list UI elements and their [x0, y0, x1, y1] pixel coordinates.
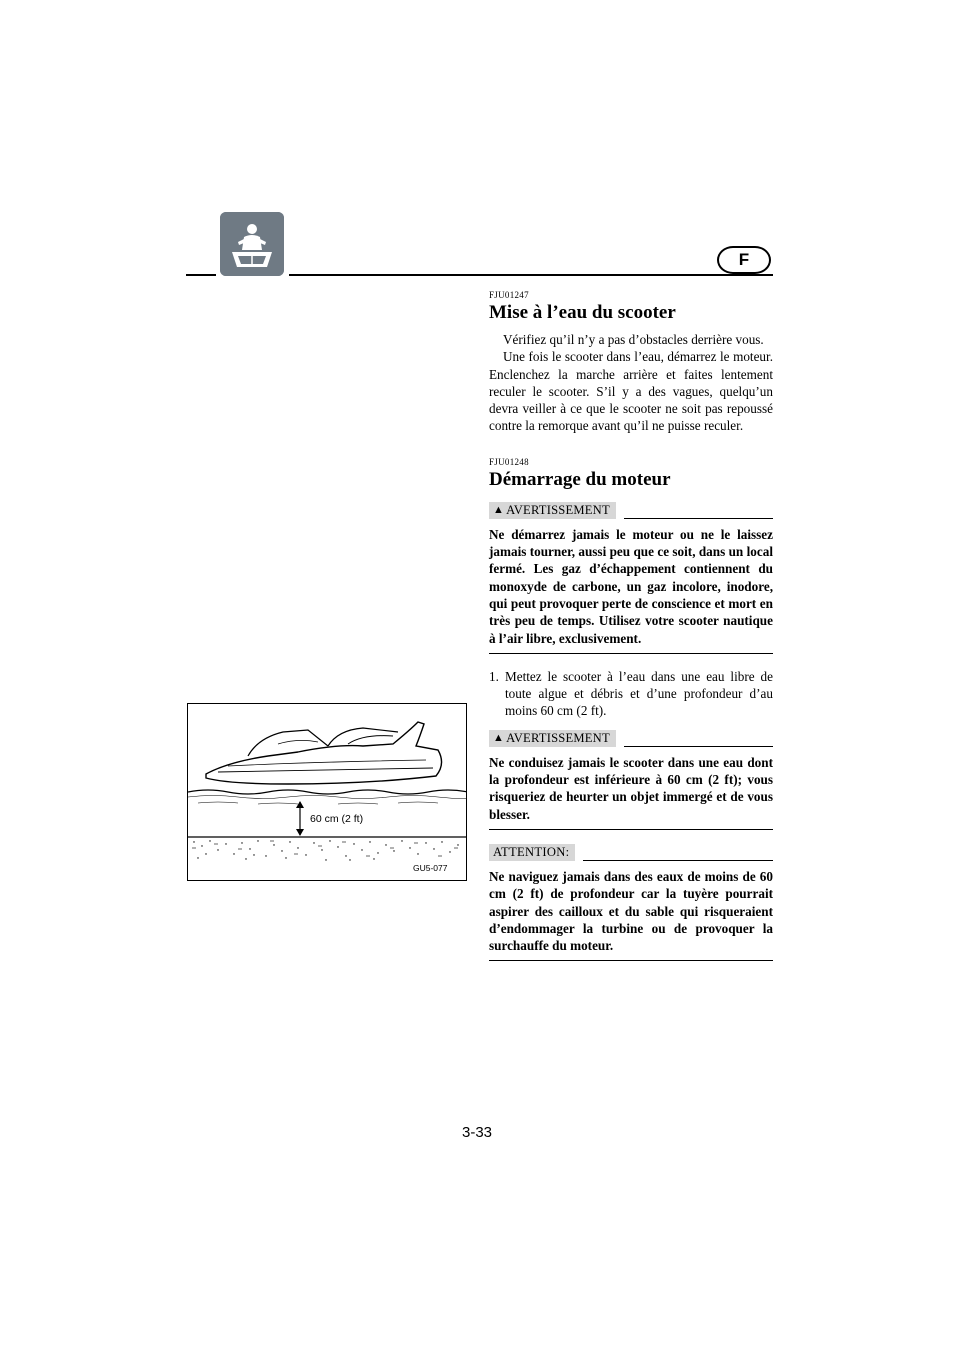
warning-text: Ne démarrez jamais le moteur ou ne le laissez jamais tourner, aussi peu que ce soit, dans un local fermé. Les gaz d’échappement contiennent du monoxyde de carbone, un gaz incolore, inodore, qui peut provoquer perte de conscience et mort en très peu de temps. Utilisez votre scooter nautique à l’air libre, exclusivement.	[489, 526, 773, 654]
section-code: FJU01248	[489, 456, 529, 467]
warning-header	[489, 730, 773, 747]
warning-text: Ne conduisez jamais le scooter dans une eau dont la profondeur est inférieure à 60 cm (2 ft); vous risqueriez de heurter un objet immergé et de vous blesser.	[489, 754, 773, 830]
warning-label: ▲ AVERTISSEMENT	[489, 730, 616, 747]
warning-rule	[624, 518, 773, 519]
caution-header	[489, 844, 773, 861]
warning-header	[489, 502, 773, 519]
page-number: 3-33	[462, 1124, 493, 1141]
depth-label: 60 cm (2 ft)	[310, 813, 364, 825]
language-badge: F	[717, 246, 771, 274]
warning-rule	[624, 746, 773, 747]
figure-code: GU5-077	[413, 863, 448, 873]
header-rule	[289, 274, 773, 276]
caution-text: Ne naviguez jamais dans des eaux de moins de 60 cm (2 ft) de profondeur car la tuyère pourrait aspirer des cailloux et du sable qui risqueraient d’endommager la turbine ou de provoquer la surchauffe du moteur.	[489, 868, 773, 961]
header-rule-left	[186, 274, 216, 276]
caution-label: ATTENTION:	[489, 844, 575, 861]
paragraph: Vérifiez qu’il n’y a pas d’obstacles derrière vous.	[503, 332, 764, 347]
warning-triangle-icon: ▲	[493, 504, 505, 517]
section-code: FJU01247	[489, 290, 529, 300]
step-number: 1.	[489, 668, 499, 684]
section-title: Mise à l’eau du scooter	[489, 302, 676, 323]
warning-triangle-icon: ▲	[493, 732, 505, 745]
section-title: Démarrage du moteur	[489, 468, 671, 490]
warning-label: ▲ AVERTISSEMENT	[489, 502, 616, 519]
paragraph: Une fois le scooter dans l’eau, démarrez le moteur. Enclenchez la marche arrière et faites lentement reculer le scooter. S’il y a des vagues, quelqu’un devra veiller à ce que le scooter ne soit pas repoussé contre la remorque avant qu’il ne puisse reculer.	[489, 349, 773, 434]
text-column	[489, 280, 773, 961]
watercraft-depth-figure	[187, 703, 467, 881]
caution-rule	[583, 860, 773, 861]
step-text: Mettez le scooter à l’eau dans une eau libre de toute algue et débris et d’une profondeur d’au moins 60 cm (2 ft).	[505, 668, 773, 719]
rider-on-watercraft-icon	[220, 212, 284, 276]
list-item	[489, 668, 773, 720]
